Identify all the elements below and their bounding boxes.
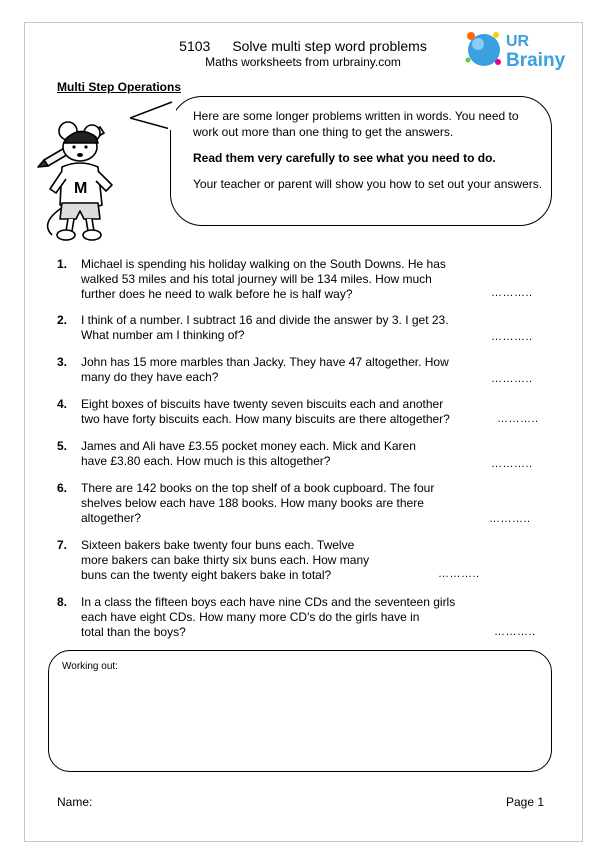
- question-text: [81, 257, 446, 302]
- worksheet-subtitle: Maths worksheets from urbrainy.com: [205, 55, 401, 69]
- question-line: have £3.80 each. How much is this altogether?: [81, 454, 331, 468]
- question-text: [81, 595, 455, 640]
- name-label: Name:: [57, 795, 93, 809]
- question-line: total than the boys?: [81, 625, 186, 639]
- answer-line[interactable]: ………..: [489, 513, 531, 525]
- logo-text-bottom: Brainy: [506, 50, 566, 71]
- question-number: 4.: [57, 397, 68, 411]
- answer-line[interactable]: ………..: [494, 626, 536, 638]
- question-line: each have eight CDs. How many more CD's do the girls have in: [81, 610, 420, 624]
- question-number: 8.: [57, 595, 68, 609]
- answer-line[interactable]: ………..: [497, 413, 539, 425]
- answer-line[interactable]: ………..: [491, 373, 533, 385]
- question-line: I think of a number. I subtract 16 and divide the answer by 3. I get 23.: [81, 313, 449, 327]
- question-line: altogether?: [81, 511, 142, 525]
- question-number: 6.: [57, 481, 68, 495]
- mouse-mascot-illustration: [30, 115, 130, 245]
- intro-text: [193, 108, 543, 202]
- mascot-shirt-letter: M: [74, 180, 88, 197]
- question-number: 7.: [57, 538, 68, 552]
- question-number: 1.: [57, 257, 68, 271]
- question-text: [81, 439, 416, 469]
- working-out-label: Working out:: [62, 661, 118, 672]
- bubble-tail-mask: [168, 106, 176, 130]
- question-text: [81, 481, 434, 526]
- answer-line[interactable]: ………..: [491, 287, 533, 299]
- question-number: 2.: [57, 313, 68, 327]
- question-line: Michael is spending his holiday walking on the South Downs. He has: [81, 257, 446, 271]
- question-line: Sixteen bakers bake twenty four buns each. Twelve: [81, 538, 355, 552]
- question-line: In a class the fifteen boys each have nine CDs and the seventeen girls: [81, 595, 456, 609]
- answer-line[interactable]: ………..: [491, 331, 533, 343]
- question-line: What number am I thinking of?: [81, 328, 245, 342]
- worksheet-code: 5103: [179, 38, 211, 54]
- question-line: walked 53 miles and his total journey will be 134 miles. How much: [81, 272, 432, 286]
- question-line: There are 142 books on the top shelf of a book cupboard. The four: [81, 481, 435, 495]
- question-line: shelves below each have 188 books. How many books are there: [81, 496, 424, 510]
- answer-line[interactable]: ………..: [438, 568, 480, 580]
- question-text: [81, 355, 449, 385]
- question-line: further does he need to walk before he is half way?: [81, 287, 353, 301]
- urbrainy-logo: [462, 26, 582, 76]
- section-title: Multi Step Operations: [57, 80, 182, 94]
- page-number: Page 1: [506, 795, 545, 809]
- intro-paragraph-1: Here are some longer problems written in words. You need to work out more than one thing to get the answers.: [193, 109, 519, 139]
- question-line: more bakers can bake thirty six buns each. How many: [81, 553, 370, 567]
- question-line: Eight boxes of biscuits have twenty seven biscuits each and another: [81, 397, 444, 411]
- intro-paragraph-3: Your teacher or parent will show you how to set out your answers.: [193, 177, 543, 191]
- question-number: 5.: [57, 439, 68, 453]
- question-line: many do they have each?: [81, 370, 219, 384]
- question-line: John has 15 more marbles than Jacky. They have 47 altogether. How: [81, 355, 449, 369]
- working-out-box: [48, 650, 552, 772]
- question-text: [81, 538, 369, 583]
- logo-text-top: UR: [506, 33, 530, 50]
- worksheet-title-text: Solve multi step word problems: [232, 38, 427, 54]
- question-line: two have forty biscuits each. How many biscuits are there altogether?: [81, 412, 450, 426]
- question-line: buns can the twenty eight bakers bake in total?: [81, 568, 332, 582]
- question-number: 3.: [57, 355, 68, 369]
- answer-line[interactable]: ………..: [491, 458, 533, 470]
- question-line: James and Ali have £3.55 pocket money each. Mick and Karen: [81, 439, 416, 453]
- intro-paragraph-2: Read them very carefully to see what you need to do.: [193, 151, 496, 165]
- question-text: [81, 313, 449, 343]
- question-text: [81, 397, 450, 427]
